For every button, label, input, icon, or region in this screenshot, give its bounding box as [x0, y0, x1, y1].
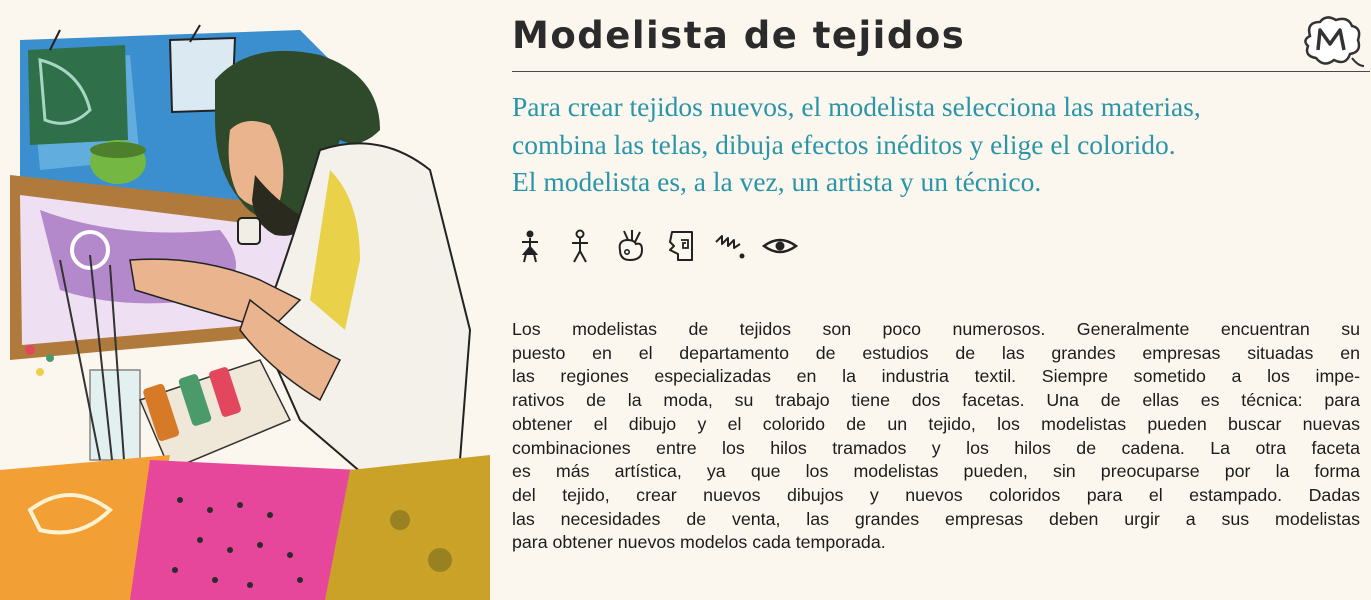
intro-paragraph — [512, 88, 1362, 201]
aptitude-icons-row — [512, 226, 798, 266]
body-line: para obtener nuevos modelos cada temporada. — [512, 532, 886, 553]
designer-illustration — [0, 0, 490, 600]
head-profile-icon — [662, 228, 698, 264]
body-line: rativos de la moda, su trabajo tiene dos facetas. Una de ellas es técnica: para — [512, 390, 1360, 411]
body-line: es más artística, ya que los modelistas pueden, sin preocuparse por la forma — [512, 461, 1360, 482]
palette-icon — [612, 228, 648, 264]
body-line: las necesidades de venta, las grandes empresas deben urgir a sus modelistas — [512, 508, 1360, 529]
body-line: las regiones especializadas en la industria textil. Siempre sometido a los impe- — [512, 366, 1360, 387]
body-line: combinaciones entre los hilos tramados y los hilos de cadena. La otra faceta — [512, 437, 1360, 458]
male-figure-icon — [562, 228, 598, 264]
intro-line: combina las telas, dibuja efectos inéditos y elige el colorido. — [512, 128, 1176, 160]
publisher-logo — [1300, 14, 1364, 72]
eye-icon — [762, 228, 798, 264]
body-line: del tejido, crear nuevos dibujos y nuevos coloridos para el estampado. Dadas — [512, 484, 1360, 505]
body-paragraph — [512, 318, 1360, 555]
zigzag-icon — [712, 228, 748, 264]
body-line: puesto en el departamento de estudios de las grandes empresas situadas en — [512, 342, 1360, 363]
body-line: obtener el dibujo y el colorido de un tejido, los modelistas pueden buscar nuevas — [512, 413, 1360, 434]
intro-line: Para crear tejidos nuevos, el modelista selecciona las materias, — [512, 91, 1201, 122]
page-title: Modelista de tejidos — [512, 14, 966, 57]
female-figure-icon — [512, 228, 548, 264]
intro-line: El modelista es, a la vez, un artista y un técnico. — [512, 166, 1042, 197]
title-divider — [512, 71, 1370, 72]
body-line: Los modelistas de tejidos son poco numerosos. Generalmente encuentran su — [512, 319, 1360, 339]
